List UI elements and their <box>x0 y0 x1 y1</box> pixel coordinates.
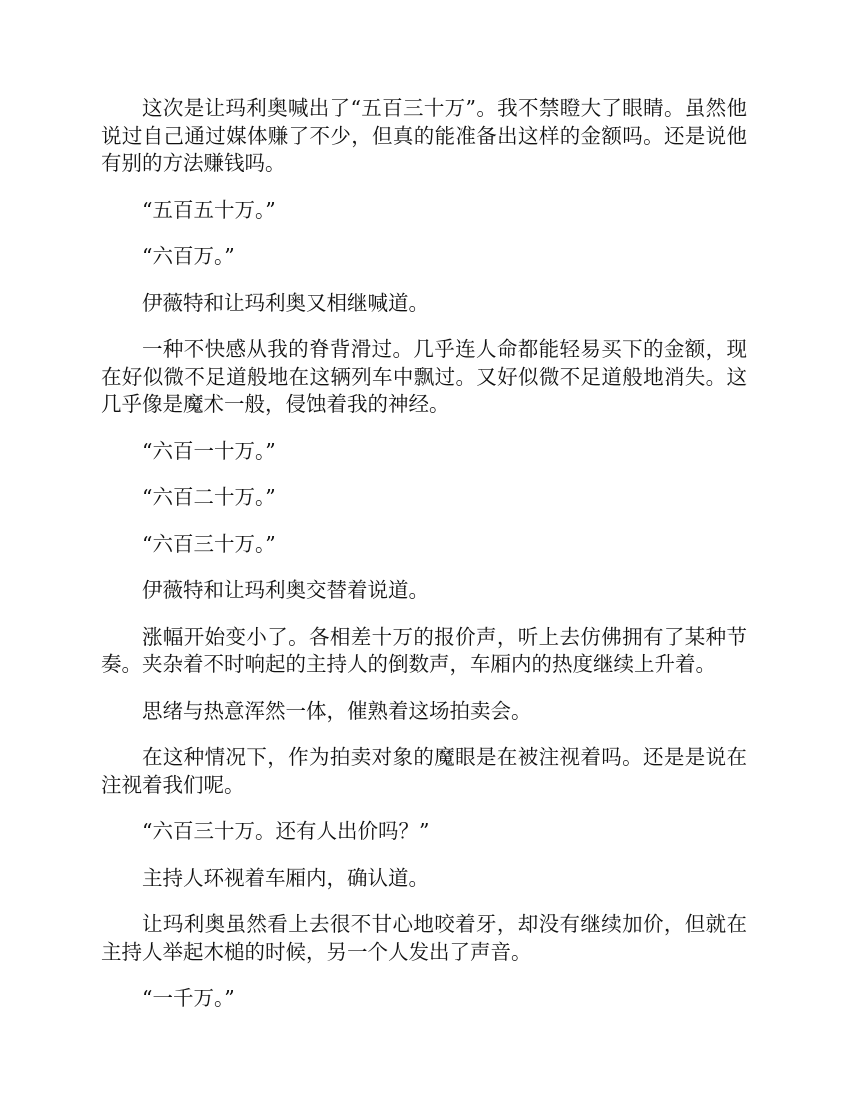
document-page <box>101 95 747 1032</box>
paragraph-11: 思绪与热意浑然一体，催熟着这场拍卖会。 <box>142 698 532 723</box>
paragraph-8: “六百三十万。” <box>142 531 276 556</box>
paragraph-3: “六百万。” <box>142 244 235 268</box>
paragraph-4: 伊薇特和让玛利奥又相继喊道。 <box>142 290 429 315</box>
paragraph-16: “一千万。” <box>142 986 235 1010</box>
paragraph-10: 涨幅开始变小了。各相差十万的报价声，听上去仿佛拥有了某种节奏。夹杂着不时响起的主持人的倒数声，车厢内的热度继续上升着。 <box>101 624 747 676</box>
paragraph-7: “六百二十万。” <box>142 485 276 509</box>
paragraph-13: “六百三十万。还有人出价吗？” <box>142 819 430 843</box>
paragraph-6: “六百一十万。” <box>142 438 276 463</box>
paragraph-14: 主持人环视着车厢内，确认道。 <box>142 865 429 890</box>
paragraph-15: 让玛利奥虽然看上去很不甘心地咬着牙，却没有继续加价，但就在主持人举起木槌的时候，另一个人发出了声音。 <box>101 912 747 964</box>
paragraph-9: 伊薇特和让玛利奥交替着说道。 <box>142 578 429 602</box>
paragraph-2: “五百五十万。” <box>142 197 276 222</box>
paragraph-12: 在这种情况下，作为拍卖对象的魔眼是在被注视着吗。还是是说在注视着我们呢。 <box>101 745 747 797</box>
paragraph-5: 一种不快感从我的脊背滑过。几乎连人命都能轻易买下的金额，现在好似微不足道般地在这辆列车中飘过。又好似微不足道般地消失。这几乎像是魔术一般，侵蚀着我的神经。 <box>101 337 747 416</box>
paragraph-1: 这次是让玛利奥喊出了“五百三十万”。我不禁瞪大了眼睛。虽然他说过自己通过媒体赚了不少，但真的能准备出这样的金额吗。还是说他有别的方法赚钱吗。 <box>101 96 747 175</box>
